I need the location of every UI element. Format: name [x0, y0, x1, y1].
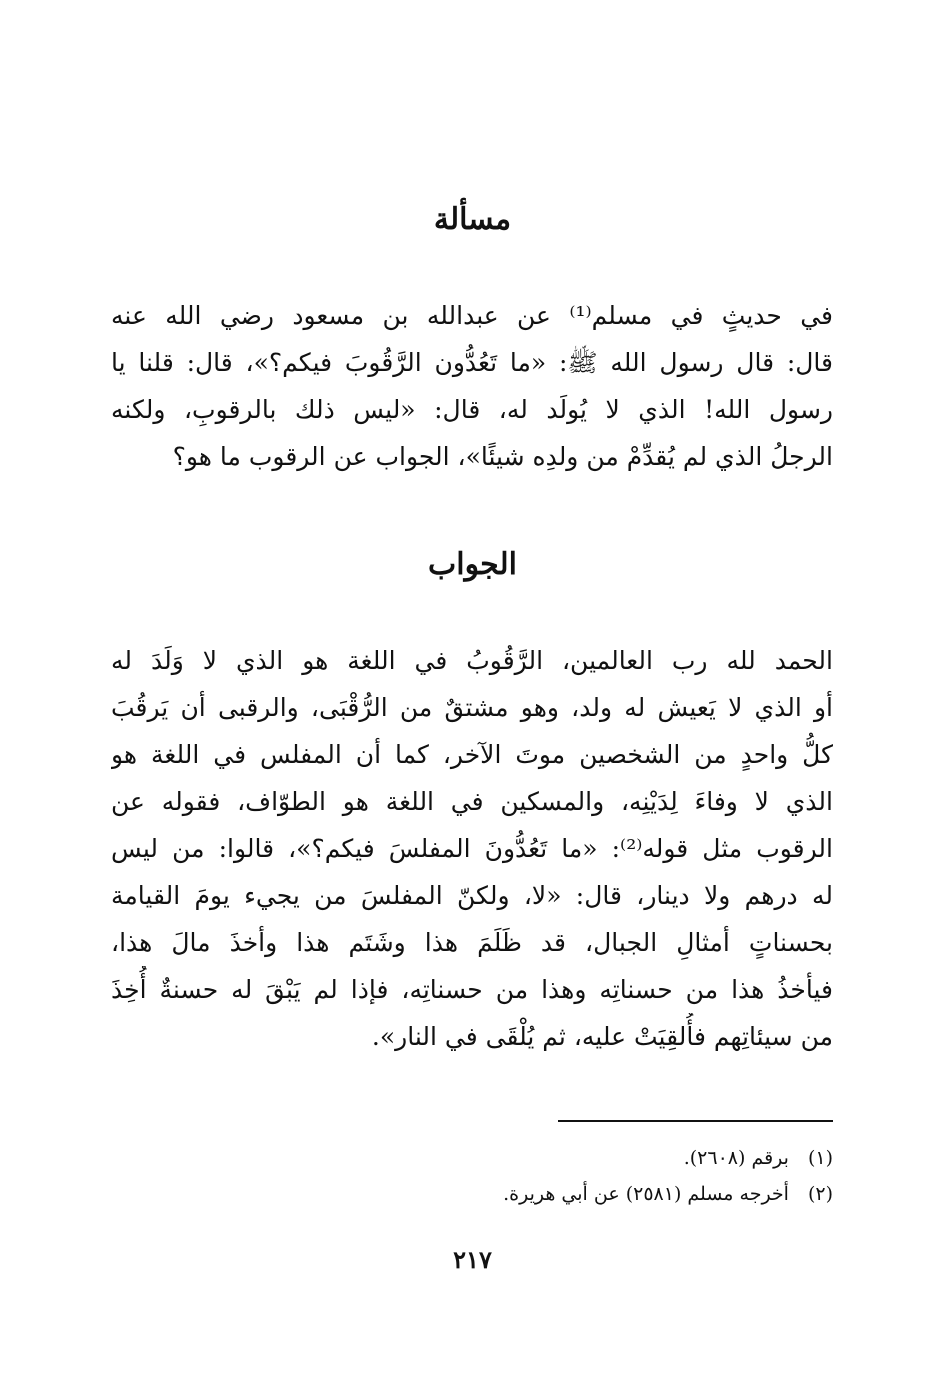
answer-line: من سيئاتِهم فأُلقِيَتْ عليه، ثم يُلْقَى في النار». [371, 1022, 833, 1051]
footnote-divider [558, 1120, 833, 1122]
answer-line: بحسناتٍ أمثالِ الجبال، قد ظَلَمَ هذا وشَتَم هذا وأخذَ مالَ هذا، [111, 928, 833, 957]
question-line: الرجلُ الذي لم يُقدِّمْ من ولدِه شيئًا»، الجواب عن الرقوب ما هو؟ [172, 442, 833, 471]
footnote-number: (١) [807, 1147, 833, 1169]
footnote-text: برقم (٢٦٠٨). [683, 1147, 789, 1169]
question-line: رسول الله! الذي لا يُولَد له، قال: «ليس ذلك بالرقوبِ، ولكنه [111, 395, 833, 424]
answer-line: أو الذي لا يَعيش له ولد، وهو مشتقٌ من الرُّقْبَى، والرقبى أن يَرقُبَ [111, 693, 833, 722]
answer-paragraph [111, 637, 833, 1060]
footnote-item [111, 1140, 833, 1176]
answer-line: كلُّ واحدٍ من الشخصين موتَ الآخر، كما أن المفلس في اللغة هو [111, 740, 833, 769]
answer-line: فيأخذُ هذا من حسناتِه وهذا من حسناتِه، فإذا لم يَبْقَ له حسنةٌ أُخِذَ [111, 975, 833, 1004]
answer-line: له درهم ولا دينار، قال: «لا، ولكنّ المفلسَ من يجيء يومَ القيامة [111, 881, 833, 910]
footnote-number: (٢) [807, 1183, 833, 1205]
question-paragraph [111, 292, 833, 480]
question-line: في حديثٍ في مسلم⁽¹⁾ عن عبدالله بن مسعود رضي الله عنه [111, 301, 833, 330]
footnote-text: أخرجه مسلم (٢٥٨١) عن أبي هريرة. [503, 1183, 789, 1205]
answer-line: الرقوب مثل قوله⁽²⁾: «ما تَعُدُّونَ المفلسَ فيكم؟»، قالوا: من ليس [111, 834, 833, 863]
answer-heading: الجواب [428, 547, 517, 582]
answer-line: الحمد لله رب العالمين، الرَّقُوبُ في اللغة هو الذي لا وَلَدَ له [111, 646, 833, 675]
footnote-item [111, 1176, 833, 1212]
page-number: ٢١٧ [453, 1245, 492, 1274]
answer-line: الذي لا وفاءَ لِدَيْنِه، والمسكين في اللغة هو الطوّاف، فقوله عن [111, 787, 833, 816]
question-line: قال: قال رسول الله ﷺ: «ما تَعُدُّون الرَّقُوبَ فيكم؟»، قال: قلنا يا [111, 348, 833, 377]
question-heading: مسألة [433, 202, 512, 237]
footnotes [111, 1140, 833, 1212]
